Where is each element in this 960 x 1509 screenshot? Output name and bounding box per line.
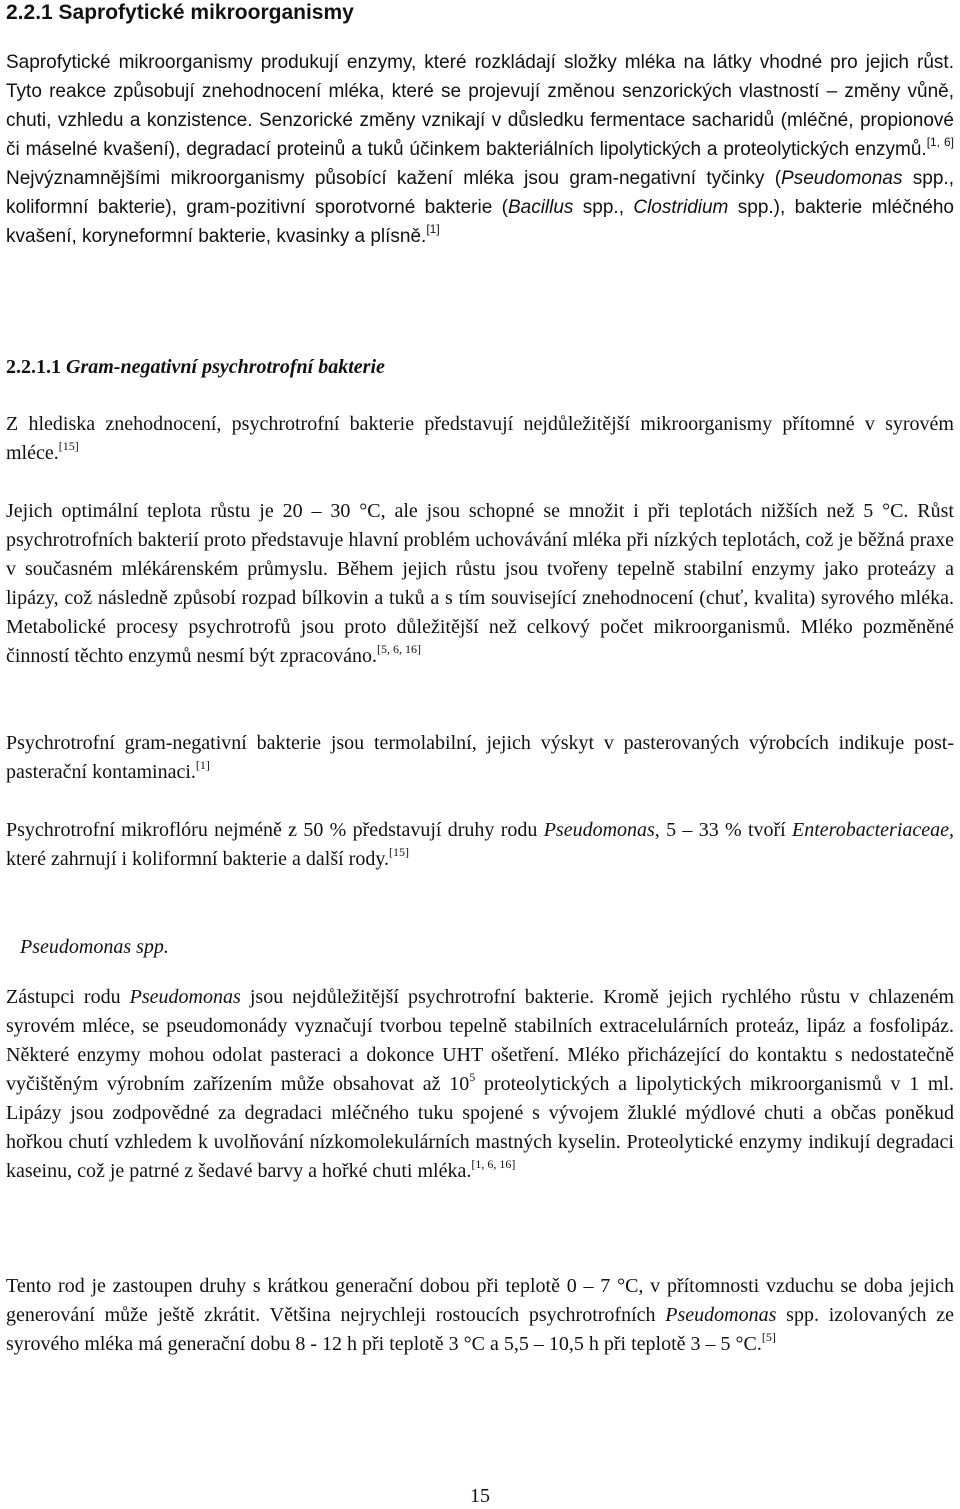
genus-name: Pseudomonas — [665, 1304, 777, 1326]
citation: [15] — [58, 439, 79, 453]
text-run: spp., — [573, 197, 634, 218]
citation: [5] — [761, 1330, 776, 1344]
text-run: , 5 – 33 % tvoří — [654, 819, 793, 841]
subsection-paragraph-1 — [6, 410, 954, 468]
genus-name: Pseudomonas — [781, 168, 903, 189]
citation: [15] — [389, 845, 410, 859]
exponent: 5 — [469, 1070, 476, 1084]
text-run: Psychrotrofní mikroflóru nejméně z 50 % představují druhy rodu — [6, 819, 544, 841]
text-run: Zástupci rodu — [6, 986, 130, 1008]
text-run: Saprofytické mikroorganismy produkují enzymy, které rozkládají složky mléka na látky vhodné pro jejich růst. Tyto reakce způsobují znehodnocení mléka, které se projevují změnou senzorických vlastností – změny vůně, chuti, vzhledu a konzistence. Senzorické změny vznikají v důsledku fermentace sacharidů (mléčné, propionové či máselné kvašení), degradací proteinů a tuků účinkem bakteriálních lipolytických a proteolytických enzymů. — [6, 52, 954, 160]
subsection-number: 2.2.1.1 — [6, 356, 61, 378]
section-heading: 2.2.1 Saprofytické mikroorganismy — [6, 1, 354, 24]
section-paragraph-1 — [6, 48, 954, 251]
citation: [1] — [195, 758, 210, 772]
text-run: jsou nejdůležitější psychrotrofní bakterie. Kromě jejich rychlého růstu v chlazeném syrovém mléce, se pseudomonády vyznačují tvorbou tepelně stabilních extracelulárních proteáz, lipáz a fosfolipáz. Některé enzymy mohou odolat pasteraci a dokonce UHT ošetření. Mléko přicházející do kontaktu s nedostatečně vyčištěným výrobním zařízením může obsahovat až 10 — [6, 986, 955, 1095]
text-run: Z hlediska znehodnocení, psychrotrofní bakterie představují nejdůležitější mikroorganismy přítomné v syrovém mléce. — [6, 413, 954, 464]
family-name: Enterobacteriaceae — [792, 819, 950, 841]
genus-name: Pseudomonas — [543, 819, 655, 841]
text-run: spp.), bakterie mléčného kvašení, koryneformní bakterie, kvasinky a plísně. — [6, 197, 954, 247]
subsection-paragraph-4 — [6, 816, 954, 874]
genus-name: Clostridium — [633, 197, 729, 218]
subsection-heading — [6, 354, 385, 380]
pseudomonas-paragraph-2 — [6, 1272, 954, 1359]
subsection-paragraph-2 — [6, 497, 954, 671]
text-run: spp., koliformní bakterie), gram-pozitivní sporotvorné bakterie ( — [6, 168, 954, 218]
page-number: 15 — [470, 1485, 490, 1507]
pseudomonas-paragraph-1 — [6, 983, 954, 1186]
genus-name: Pseudomonas — [129, 986, 241, 1008]
genus-name: Bacillus — [507, 197, 574, 218]
subsection-title: Gram-negativní psychrotrofní bakterie — [66, 356, 385, 378]
text-run: spp. izolovaných ze syrového mléka má generační dobu 8 - 12 h při teplotě 3 °C a 5,5 – 10,5 h při teplotě 3 – 5 °C. — [6, 1304, 954, 1355]
subsection-paragraph-3 — [6, 729, 954, 787]
citation: [1, 6, 16] — [471, 1157, 516, 1171]
text-run: Psychrotrofní gram-negativní bakterie jsou termolabilní, jejich výskyt v pasterovaných výrobcích indikuje post-pasterační kontaminaci. — [6, 732, 954, 783]
text-run: Jejich optimální teplota růstu je 20 – 30 °C, ale jsou schopné se množit i při teplotách nižších než 5 °C. Růst psychrotrofních bakterií proto představuje hlavní problém uchovávání mléka při nízkých teplotách, což je běžná praxe v současném mlékárenském průmyslu. Během jejich růstu jsou tvořeny tepelně stabilní enzymy jako proteázy a lipázy, což následně způsobí rozpad bílkovin a tuků a s tím související znehodnocení (chuť, kvalita) syrového mléka. Metabolické procesy psychrotrofů jsou proto důležitější než celkový počet mikroorganismů. Mléko pozměněné činností těchto enzymů nesmí být zpracováno. — [6, 500, 954, 667]
citation: [1] — [426, 222, 440, 236]
citation: [1, 6] — [926, 135, 955, 149]
pseudomonas-heading: Pseudomonas spp. — [20, 936, 169, 958]
text-run: proteolytických a lipolytických mikroorganismů v 1 ml. Lipázy jsou zodpovědné za degradaci mléčného tuku spojené s vývojem žluklé mýdlové chuti a občas poněkud hořkou chutí vzhledem k uvolňování nízkomolekulárních mastných kyselin. Proteolytické enzymy indikují degradaci kaseinu, což je patrné z šedavé barvy a hořké chuti mléka. — [6, 1073, 955, 1182]
text-run: Tento rod je zastoupen druhy s krátkou generační dobou při teplotě 0 – 7 °C, v přítomnosti vzduchu se doba jejich generování může ještě zkrátit. Většina nejrychleji rostoucích psychrotrofních — [6, 1275, 954, 1326]
citation: [5, 6, 16] — [377, 642, 422, 656]
text-run: Nejvýznamnějšími mikroorganismy působící kažení mléka jsou gram-negativní tyčinky ( — [6, 168, 782, 189]
text-run: , které zahrnují i koliformní bakterie a další rody. — [6, 819, 955, 870]
